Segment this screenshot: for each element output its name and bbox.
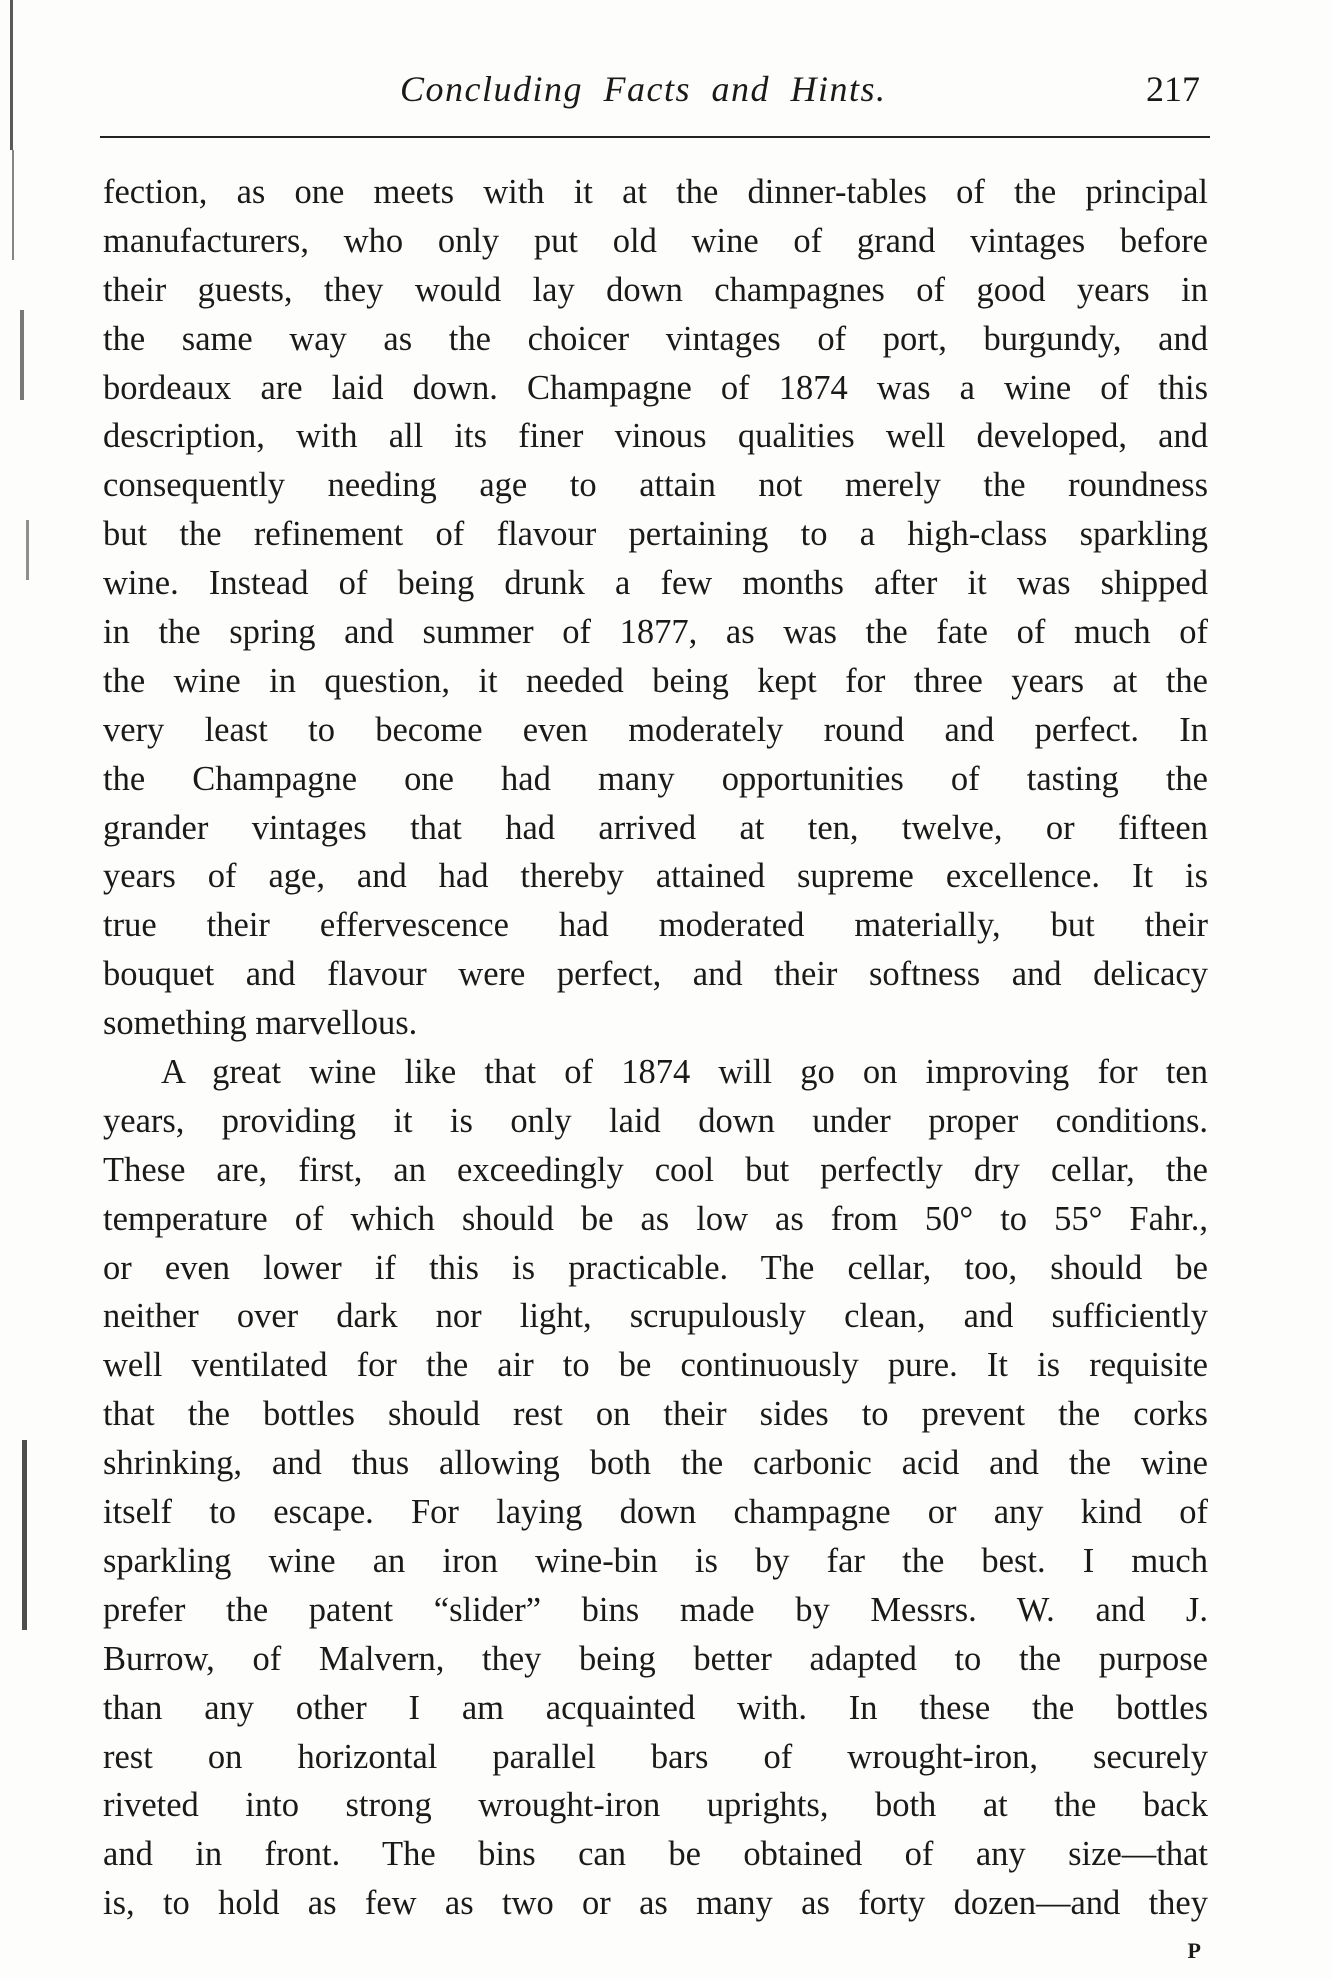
text-line: temperature of which should be as low as from 50° to 55° Fahr., (103, 1199, 1208, 1238)
text-line: true their effervescence had moderated materially, but their (103, 906, 1208, 945)
text-line: riveted into strong wrought-iron uprights, both at the back (103, 1786, 1208, 1825)
text-line: A great wine like that of 1874 will go on improving for ten (161, 1053, 1208, 1092)
signature-mark: P (1187, 1938, 1202, 1963)
text-line: is, to hold as few as two or as many as forty dozen—and they (103, 1884, 1208, 1923)
scan-edge-mark (20, 310, 24, 400)
text-line: prefer the patent “slider” bins made by Messrs. W. and J. (103, 1590, 1208, 1629)
text-line: that the bottles should rest on their sides to prevent the corks (103, 1395, 1208, 1434)
text-line: years of age, and had thereby attained supreme excellence. It is (103, 857, 1208, 896)
text-line: consequently needing age to attain not merely the roundness (103, 466, 1208, 505)
running-head (100, 68, 1200, 118)
text-line: in the spring and summer of 1877, as was the fate of much of (103, 613, 1208, 652)
text-line: itself to escape. For laying down champagne or any kind of (103, 1493, 1208, 1532)
text-line: fection, as one meets with it at the dinner-tables of the principal (103, 173, 1208, 211)
text-line: their guests, they would lay down champagnes of good years in (103, 270, 1208, 309)
text-line: sparkling wine an iron wine-bin is by far the best. I much (103, 1541, 1208, 1580)
text-line: the same way as the choicer vintages of port, burgundy, and (103, 319, 1208, 358)
text-line: something marvellous. (103, 1004, 418, 1043)
page-number: 217 (1146, 69, 1200, 109)
text-line: the wine in question, it needed being kept for three years at the (103, 661, 1208, 700)
text-line: the Champagne one had many opportunities of tasting the (103, 759, 1208, 798)
text-line: grander vintages that had arrived at ten, twelve, or fifteen (103, 808, 1208, 847)
text-line: or even lower if this is practicable. The cellar, too, should be (103, 1248, 1208, 1287)
scan-edge-mark (10, 0, 13, 150)
header-rule (100, 136, 1210, 138)
text-line: bouquet and flavour were perfect, and their softness and delicacy (103, 955, 1208, 994)
text-line: Burrow, of Malvern, they being better adapted to the purpose (103, 1639, 1208, 1678)
text-line: rest on horizontal parallel bars of wrought-iron, securely (103, 1737, 1208, 1776)
text-line: These are, first, an exceedingly cool but perfectly dry cellar, the (103, 1150, 1208, 1189)
paragraph (103, 168, 1208, 1048)
scan-edge-mark (12, 150, 14, 260)
text-line: well ventilated for the air to be continuously pure. It is requisite (103, 1346, 1208, 1385)
text-line: manufacturers, who only put old wine of grand vintages before (103, 221, 1208, 260)
body-text (103, 168, 1208, 1928)
running-title: Concluding Facts and Hints. (400, 69, 887, 109)
text-line: than any other I am acquainted with. In these the bottles (103, 1688, 1208, 1727)
text-line: but the refinement of flavour pertaining to a high-class sparkling (103, 515, 1208, 554)
scan-edge-mark (26, 520, 29, 580)
scan-edge-mark (22, 1440, 27, 1630)
paragraph (103, 1048, 1208, 1928)
text-line: years, providing it is only laid down under proper conditions. (103, 1101, 1208, 1140)
text-line: neither over dark nor light, scrupulously clean, and sufficiently (103, 1297, 1208, 1336)
text-line: wine. Instead of being drunk a few months after it was shipped (103, 564, 1208, 603)
text-line: bordeaux are laid down. Champagne of 1874 was a wine of this (103, 368, 1208, 407)
text-line: and in front. The bins can be obtained of any size—that (103, 1835, 1208, 1874)
text-line: description, with all its finer vinous qualities well developed, and (103, 417, 1208, 456)
text-line: very least to become even moderately round and perfect. In (103, 710, 1208, 749)
text-line: shrinking, and thus allowing both the carbonic acid and the wine (103, 1444, 1208, 1483)
